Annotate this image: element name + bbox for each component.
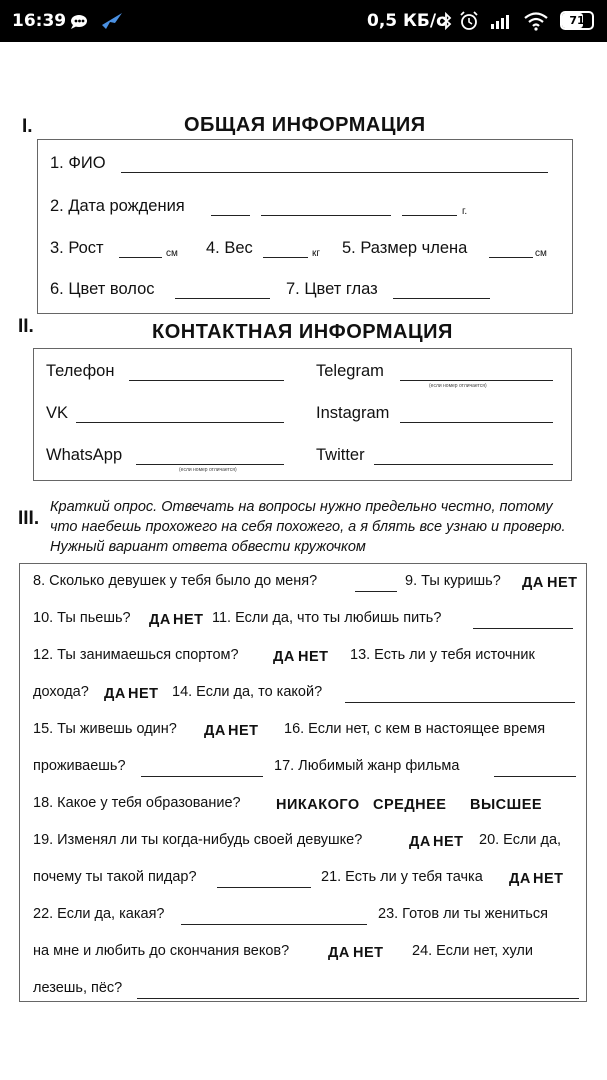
twitter-field[interactable]: [374, 464, 553, 465]
q11-label: 11. Если да, что ты любишь пить?: [212, 610, 442, 626]
weight-unit: кг: [312, 248, 321, 259]
edu-none-option[interactable]: НИКАКОГО: [276, 797, 360, 813]
q8-label: 8. Сколько девушек у тебя было до меня?: [33, 573, 318, 589]
instagram-field[interactable]: [400, 422, 553, 423]
q15-no[interactable]: НЕТ: [228, 723, 259, 739]
whatsapp-note: (если номер отличается): [179, 467, 237, 473]
size-field[interactable]: [489, 257, 533, 258]
q13-label: 13. Есть ли у тебя источник: [350, 647, 535, 663]
q19-no[interactable]: НЕТ: [433, 834, 464, 850]
general-info-box: [37, 139, 573, 314]
q10-label: 10. Ты пьешь?: [33, 610, 131, 626]
fio-field[interactable]: [121, 172, 548, 173]
q17-field[interactable]: [494, 776, 576, 777]
q12-yes[interactable]: ДА: [273, 649, 295, 665]
q10-yes[interactable]: ДА: [149, 612, 171, 628]
weight-label: 4. Вес: [206, 239, 253, 257]
q15-yes[interactable]: ДА: [204, 723, 226, 739]
edu-mid-option[interactable]: СРЕДНЕЕ: [373, 797, 447, 813]
q22-field[interactable]: [181, 924, 367, 925]
dob-label: 2. Дата рождения: [50, 197, 185, 215]
phone-label: Телефон: [46, 362, 115, 380]
dob-day-field[interactable]: [211, 215, 250, 216]
eyes-label: 7. Цвет глаз: [286, 280, 378, 298]
battery-icon: [560, 11, 594, 30]
height-field[interactable]: [119, 257, 162, 258]
signal-icon: [489, 12, 515, 35]
q23-no[interactable]: НЕТ: [353, 945, 384, 961]
contact-info-box: [33, 348, 572, 481]
instagram-label: Instagram: [316, 404, 390, 422]
hair-label: 6. Цвет волос: [50, 280, 155, 298]
q19-label: 19. Изменял ли ты когда-нибудь своей девушке?: [33, 832, 363, 848]
year-unit: г.: [462, 206, 468, 217]
telegram-note: (если номер отличается): [429, 383, 487, 389]
q19-yes[interactable]: ДА: [409, 834, 431, 850]
q21-yes[interactable]: ДА: [509, 871, 531, 887]
edu-high-option[interactable]: ВЫСШЕЕ: [470, 797, 543, 813]
q20-label: 20. Если да,: [479, 832, 562, 848]
whatsapp-field[interactable]: [136, 464, 284, 465]
q13-label-cont: дохода?: [33, 684, 89, 700]
section-1-title: ОБЩАЯ ИНФОРМАЦИЯ: [184, 114, 426, 136]
q9-no[interactable]: НЕТ: [547, 575, 578, 591]
q8-field[interactable]: [355, 591, 397, 592]
hair-field[interactable]: [175, 298, 270, 299]
q21-no[interactable]: НЕТ: [533, 871, 564, 887]
q24-label-cont: лезешь, пёс?: [33, 980, 123, 996]
q13-yes[interactable]: ДА: [104, 686, 126, 702]
twitter-label: Twitter: [316, 446, 365, 464]
q22-label: 22. Если да, какая?: [33, 906, 165, 922]
q23-label: 23. Готов ли ты жениться: [378, 906, 548, 922]
status-time: 16:39: [12, 11, 67, 31]
section-2-number: II.: [18, 316, 34, 337]
bird-app-icon: [100, 11, 124, 36]
dob-month-field[interactable]: [261, 215, 391, 216]
weight-field[interactable]: [263, 257, 308, 258]
q16-label-cont: проживаешь?: [33, 758, 126, 774]
battery-level: 71: [569, 14, 585, 27]
q24-field[interactable]: [137, 998, 579, 999]
q12-no[interactable]: НЕТ: [298, 649, 329, 665]
size-label: 5. Размер члена: [342, 239, 468, 257]
q16-field[interactable]: [141, 776, 263, 777]
fio-label: 1. ФИО: [50, 154, 106, 172]
survey-intro: Краткий опрос. Отвечать на вопросы нужно предельно честно, потому что наебешь прохожего на себя похожего, а я блять все узнаю и проверю. Нужный вариант ответа обвести кружочком: [50, 499, 566, 555]
q24-label: 24. Если нет, хули: [412, 943, 533, 959]
bluetooth-icon: [440, 12, 452, 35]
q20-field[interactable]: [217, 887, 311, 888]
q14-field[interactable]: [345, 702, 575, 703]
alarm-icon: [459, 11, 479, 36]
dob-year-field[interactable]: [402, 215, 457, 216]
telegram-label: Telegram: [316, 362, 384, 380]
q18-label: 18. Какое у тебя образование?: [33, 795, 241, 811]
q11-field[interactable]: [473, 628, 573, 629]
status-bar: [0, 0, 607, 42]
section-2-title: КОНТАКТНАЯ ИНФОРМАЦИЯ: [152, 321, 453, 343]
section-1-number: I.: [22, 116, 33, 137]
q21-label: 21. Есть ли у тебя тачка: [321, 869, 483, 885]
survey-box: [19, 563, 587, 1002]
network-speed: 0,5 КБ/с: [367, 11, 447, 31]
q23-label-cont: на мне и любить до скончания веков?: [33, 943, 290, 959]
q9-yes[interactable]: ДА: [522, 575, 544, 591]
q9-label: 9. Ты куришь?: [405, 573, 501, 589]
q12-label: 12. Ты занимаешься спортом?: [33, 647, 239, 663]
q14-label: 14. Если да, то какой?: [172, 684, 323, 700]
section-3-number: III.: [18, 508, 40, 529]
q13-no[interactable]: НЕТ: [128, 686, 159, 702]
height-unit: см: [166, 248, 178, 259]
q10-no[interactable]: НЕТ: [173, 612, 204, 628]
q23-yes[interactable]: ДА: [328, 945, 350, 961]
eyes-field[interactable]: [393, 298, 490, 299]
vk-label: VK: [46, 404, 69, 422]
whatsapp-label: WhatsApp: [46, 446, 123, 464]
wifi-icon: [523, 11, 549, 36]
size-unit: см: [535, 248, 547, 259]
vk-field[interactable]: [76, 422, 284, 423]
phone-field[interactable]: [129, 380, 284, 381]
notification-icon: [70, 13, 90, 34]
q17-label: 17. Любимый жанр фильма: [274, 758, 460, 774]
questionnaire-page: [0, 42, 607, 1080]
height-label: 3. Рост: [50, 239, 104, 257]
telegram-field[interactable]: [400, 380, 553, 381]
q20-label-cont: почему ты такой пидар?: [33, 869, 197, 885]
q15-label: 15. Ты живешь один?: [33, 721, 177, 737]
q16-label: 16. Если нет, с кем в настоящее время: [284, 721, 546, 737]
